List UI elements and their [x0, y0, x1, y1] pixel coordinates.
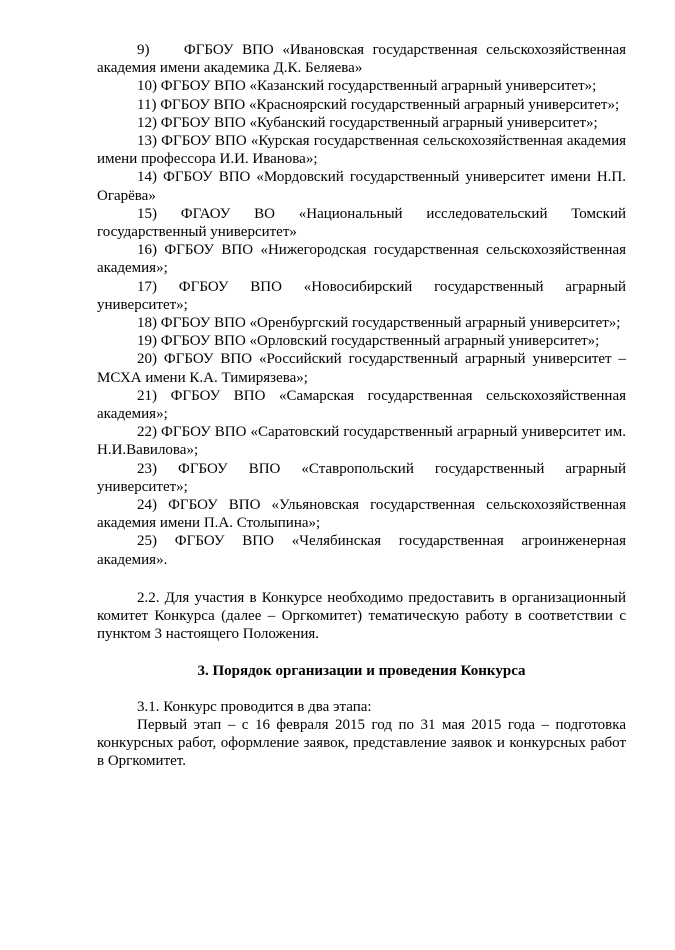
list-item: 15) ФГАОУ ВО «Национальный исследовательский Томский государственный университет» — [97, 205, 626, 241]
list-item: 22) ФГБОУ ВПО «Саратовский государственный аграрный университет им. Н.И.Вавилова»; — [97, 424, 626, 459]
paragraph-stage-1: Первый этап – с 16 февраля 2015 год по 31 мая 2015 года – подготовка конкурсных работ, оформление заявок, представление заявок и конкурсных работ в Оргкомитет. — [97, 716, 626, 770]
list-item: 18) ФГБОУ ВПО «Оренбургский государственный аграрный университет»; — [137, 315, 621, 332]
spacer — [97, 569, 626, 589]
list-item: 9) ФГБОУ ВПО «Ивановская государственная сельскохозяйственная академия имени академика Д.К. Беляева» — [97, 42, 626, 77]
list-item: 20) ФГБОУ ВПО «Российский государственный аграрный университет – МСХА имени К.А. Тимирязева»; — [97, 351, 626, 386]
section-3-heading: 3. Порядок организации и проведения Конкурса — [197, 662, 526, 679]
list-item: 12) ФГБОУ ВПО «Кубанский государственный аграрный университет»; — [137, 114, 598, 131]
list-item: 23) ФГБОУ ВПО «Ставропольский государственный аграрный университет»; — [97, 460, 626, 495]
list-item: 25) ФГБОУ ВПО «Челябинская государственная агроинженерная академия». — [97, 533, 626, 568]
list-item: 21) ФГБОУ ВПО «Самарская государственная сельскохозяйственная академия»; — [97, 387, 626, 423]
paragraph-3-1: 3.1. Конкурс проводится в два этапа: — [137, 698, 372, 715]
list-item: 13) ФГБОУ ВПО «Курская государственная сельскохозяйственная академия имени профессора И.И. Иванова»; — [97, 133, 626, 168]
list-item: 11) ФГБОУ ВПО «Красноярский государственный аграрный университет»; — [137, 96, 620, 113]
paragraph-2-2: 2.2. Для участия в Конкурсе необходимо предоставить в организационный комитет Конкурса (далее – Оргкомитет) тематическую работу в соответствии с пунктом 3 настоящего Положения. — [97, 589, 626, 643]
list-item: 17) ФГБОУ ВПО «Новосибирский государственный аграрный университет»; — [97, 278, 626, 313]
document-page — [97, 41, 626, 771]
list-item: 14) ФГБОУ ВПО «Мордовский государственный университет имени Н.П. Огарёва» — [97, 169, 626, 204]
list-item: 19) ФГБОУ ВПО «Орловский государственный аграрный университет»; — [137, 333, 600, 350]
list-item: 24) ФГБОУ ВПО «Ульяновская государственная сельскохозяйственная академия имени П.А. Столыпина»; — [97, 497, 626, 532]
list-item: 16) ФГБОУ ВПО «Нижегородская государственная сельскохозяйственная академия»; — [97, 242, 626, 277]
list-item: 10) ФГБОУ ВПО «Казанский государственный аграрный университет»; — [137, 78, 597, 95]
university-list — [97, 41, 626, 569]
